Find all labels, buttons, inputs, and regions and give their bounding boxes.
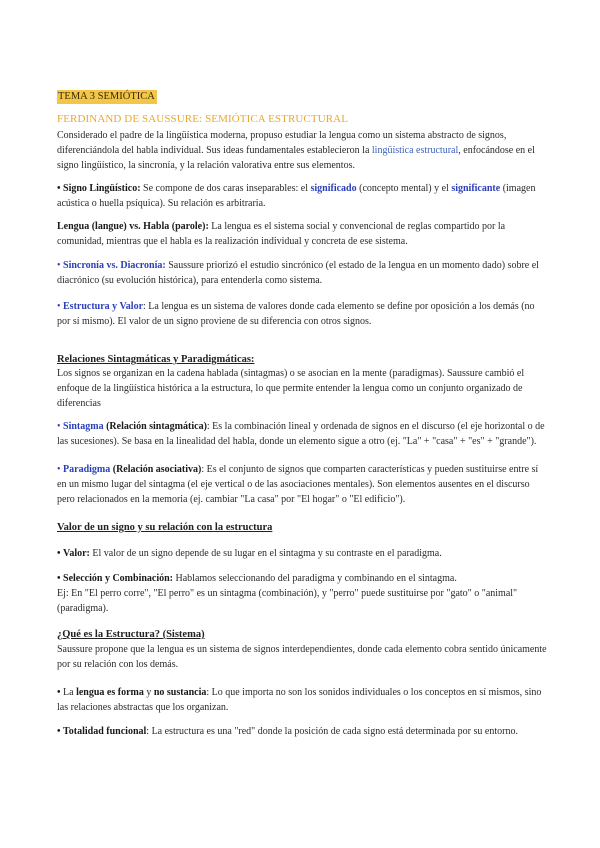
relaciones-heading: Relaciones Sintagmáticas y Paradigmáticas: <box>57 354 255 365</box>
section-title: FERDINAND DE SAUSSURE: SEMIÓTICA ESTRUCTURAL <box>57 113 349 125</box>
estructura-valor-paragraph: • Estructura y Valor: La lengua es un sistema de valores donde cada elemento se define por oposición a los demás (no por sí mismo). El valor de un signo proviene de su diferencia con otros signos. <box>57 301 535 327</box>
seleccion-paragraph: • Selección y Combinación: Hablamos seleccionando del paradigma y combinando en el sintagma. Ej: En "El perro corre", "El perro" es un sintagma (combinación), y "perro" puede sustituirse por "gato" o "animal" (paradigma). <box>57 573 518 614</box>
sistema-paragraph: Saussure propone que la lengua es un sistema de signos interdependientes, donde cada elemento cobra sentido únicamente por su relación con los demás. <box>57 644 547 670</box>
signo-paragraph: • Signo Lingüístico: Se compone de dos caras inseparables: el significado (concepto mental) y el significante (imagen acústica o huella psíquica). Su relación es arbitraria. <box>57 183 536 209</box>
forma-paragraph: • La lengua es forma y no sustancia: Lo que importa no son los sonidos individuales o los conceptos en sí mismos, sino las relaciones abstractas que los organizan. <box>57 687 542 713</box>
seleccion-example: Ej: En "El perro corre", "El perro" es un sintagma (combinación), y "perro" puede sustituirse por "gato" o "animal" (paradigma). <box>57 588 518 614</box>
relaciones-paragraph: Los signos se organizan en la cadena hablada (sintagmas) o se asocian en la mente (paradigmas). Saussure cambió el enfoque de la lingüística histórica a la estructura, lo que permite entender la lengua como un conjunto organizado de diferencias <box>57 368 525 409</box>
sistema-heading: ¿Qué es la Estructura? (Sistema) <box>57 629 205 640</box>
intro-paragraph: Considerado el padre de la lingüística moderna, propuso estudiar la lengua como un sistema abstracto de signos, diferenciándola del habla individual. Sus ideas fundamentales establecieron la lingüística estructural, enfocándose en el signo lingüístico, la sincronía, y la relación valorativa entre sus elementos. <box>57 130 535 171</box>
totalidad-paragraph: • Totalidad funcional: La estructura es una "red" donde la posición de cada signo está determinada por su entorno. <box>57 726 518 737</box>
sintagma-paragraph: • Sintagma (Relación sintagmática): Es la combinación lineal y ordenada de signos en el discurso (el eje horizontal o de las sucesiones). Se basa en la linealidad del habla, donde un elemento sigue a otro (ej. "La" + "casa" + "es" + "grande"). <box>57 421 545 447</box>
valor-paragraph: • Valor: El valor de un signo depende de su lugar en el sintagma y su contraste en el paradigma. <box>57 548 442 559</box>
lengua-habla-paragraph: Lengua (langue) vs. Habla (parole): La lengua es el sistema social y convencional de reglas compartido por la comunidad, mientras que el habla es la realización individual y concreta de ese sistema. <box>57 221 506 247</box>
structural-linguistics-link[interactable]: lingüística estructural <box>371 145 459 156</box>
topic-title: TEMA 3 SEMIÓTICA <box>58 91 155 102</box>
valor-heading: Valor de un signo y su relación con la estructura <box>57 522 273 533</box>
paradigma-paragraph: • Paradigma (Relación asociativa): Es el conjunto de signos que comparten características y pueden sustituirse entre sí en un mismo lugar del sintagma (el eje vertical o de las asociaciones mentales). Son elementos ausentes en el discurso pero relacionados en la memoria (ej. cambiar "La casa" por "El hogar" o "El edificio"). <box>57 464 539 505</box>
sincronia-paragraph: • Sincronía vs. Diacronía: Saussure priorizó el estudio sincrónico (el estado de la lengua en un momento dado) sobre el diacrónico (su evolución histórica), para entenderla como sistema. <box>57 260 539 286</box>
